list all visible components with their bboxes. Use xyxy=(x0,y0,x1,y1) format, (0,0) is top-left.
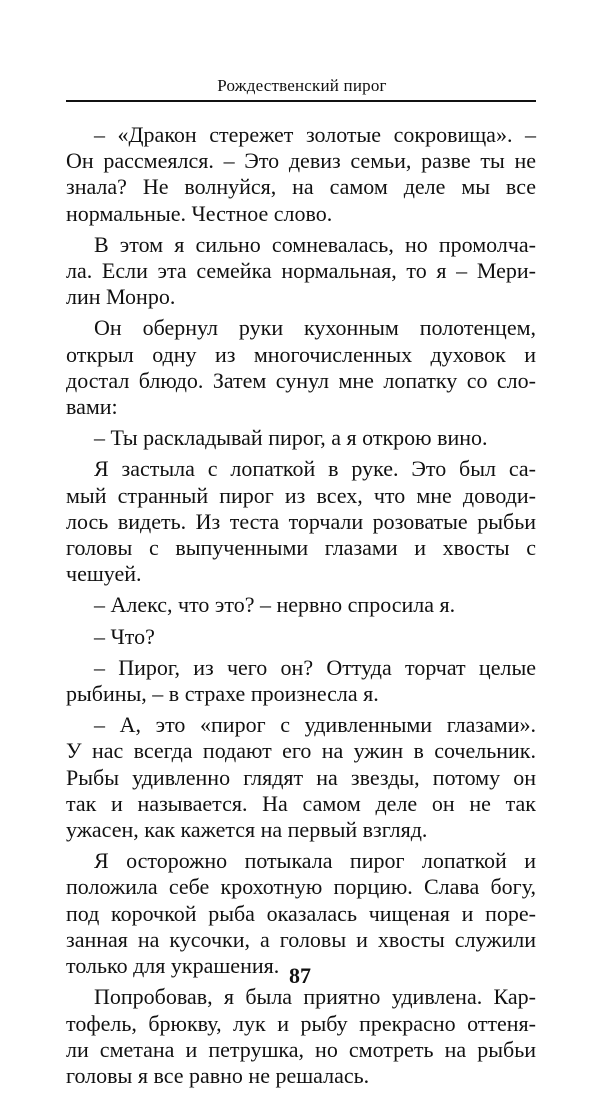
paragraph xyxy=(66,712,536,843)
text-line: головы с выпученными глазами и хвосты с xyxy=(66,535,536,561)
running-header: Рождественский пирог xyxy=(217,76,387,95)
paragraph xyxy=(66,315,536,420)
text-line: ли сметана и петрушка, но смотреть на рыбьи xyxy=(66,1036,536,1062)
text-line: Он рассмеялся. – Это девиз семьи, разве ты не xyxy=(66,148,536,174)
text-line: Рыбы удивленно глядят на звезды, потому он xyxy=(66,764,536,790)
text-line: открыл одну из многочисленных духовок и xyxy=(66,341,536,367)
text-line: Я осторожно потыкала пирог лопаткой и xyxy=(94,848,536,874)
text-line: – Что? xyxy=(94,623,155,649)
text-line: У нас всегда подают его на ужин в сочельник. xyxy=(66,738,536,764)
text-line: положила себе крохотную порцию. Слава богу, xyxy=(66,874,536,900)
text-line: – А, это «пирог с удивленными глазами». xyxy=(94,712,536,738)
text-line: головы я все равно не решалась. xyxy=(66,1062,370,1088)
text-line: В этом я сильно сомневалась, но промолча- xyxy=(94,231,536,257)
paragraph xyxy=(66,122,536,227)
body-text xyxy=(66,122,536,1094)
paragraph xyxy=(66,624,536,650)
text-line: тофель, брюкву, лук и рыбу прекрасно оттеня- xyxy=(66,1010,536,1036)
text-line: лось видеть. Из теста торчали розоватые рыбьи xyxy=(66,508,536,534)
text-line: мый странный пирог из всех, что мне доводи- xyxy=(66,482,536,508)
text-line: рыбины, – в страхе произнесла я. xyxy=(66,681,379,707)
paragraph xyxy=(66,592,536,618)
text-line: ла. Если эта семейка нормальная, то я – Мери- xyxy=(66,258,536,284)
page-number: 87 xyxy=(289,963,311,988)
text-line: Он обернул руки кухонным полотенцем, xyxy=(94,315,536,341)
text-line: – «Дракон стережет золотые сокровища». – xyxy=(94,122,536,147)
text-line: Попробовав, я была приятно удивлена. Кар- xyxy=(94,984,536,1010)
text-line: – Алекс, что это? – нервно спросила я. xyxy=(94,592,456,618)
text-line: – Ты раскладывай пирог, а я открою вино. xyxy=(94,425,488,451)
paragraph xyxy=(66,425,536,451)
text-line: занная на кусочки, а головы и хвосты служили xyxy=(66,926,536,952)
text-line: нормальные. Честное слово. xyxy=(66,200,333,226)
header-rule xyxy=(66,100,536,102)
paragraph xyxy=(66,655,536,707)
text-line: ужасен, как кажется на первый взгляд. xyxy=(66,817,428,843)
text-line: достал блюдо. Затем сунул мне лопатку со сло- xyxy=(66,367,536,393)
paragraph xyxy=(66,232,536,311)
text-line: только для украшения. xyxy=(66,953,280,979)
paragraph xyxy=(66,848,536,979)
text-line: – Пирог, из чего он? Оттуда торчат целые xyxy=(94,654,536,680)
paragraph xyxy=(66,984,536,1089)
text-line: лин Монро. xyxy=(66,284,176,310)
text-line: Я застыла с лопаткой в руке. Это был са- xyxy=(94,456,536,482)
text-line: вами: xyxy=(66,394,118,420)
text-line: так и называется. На самом деле он не так xyxy=(66,790,536,816)
text-line: знала? Не волнуйся, на самом деле мы все xyxy=(66,174,536,200)
text-line: чешуей. xyxy=(66,561,142,587)
text-line: под корочкой рыба оказалась чищеная и поре- xyxy=(66,900,536,926)
paragraph xyxy=(66,456,536,587)
